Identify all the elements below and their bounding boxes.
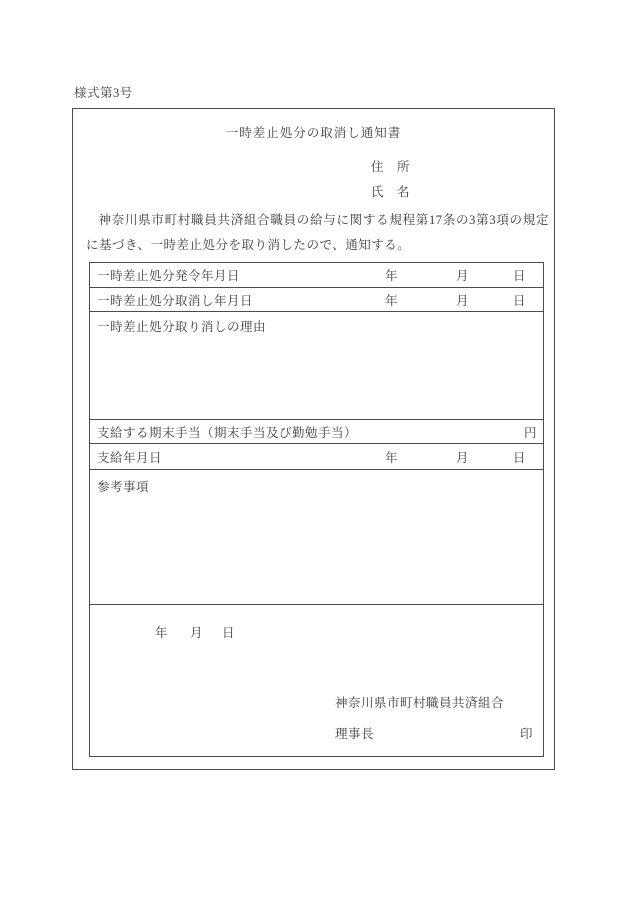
organization-name: 神奈川県市町村職員共済組合 (335, 696, 505, 710)
table-row-payment-date (90, 444, 543, 470)
signer-title: 理事長 (335, 727, 375, 741)
row-label: 支給する期末手当（期末手当及び勤勉手当） (97, 425, 358, 440)
document-frame (72, 108, 555, 770)
details-table (89, 262, 544, 757)
month-label: 月 (456, 450, 470, 465)
day-label: 日 (513, 293, 527, 308)
month-label: 月 (456, 293, 470, 308)
table-row-remarks (90, 470, 543, 605)
row-label: 支給年月日 (97, 450, 163, 465)
address-label: 住 所 (371, 160, 411, 174)
footer-day-label: 日 (222, 626, 236, 640)
yen-unit-label: 円 (523, 425, 537, 440)
year-label: 年 (385, 269, 399, 283)
table-row-cancel-reason (90, 312, 543, 420)
form-number-label: 様式第3号 (74, 86, 133, 100)
table-row-issue-date (90, 263, 543, 288)
notification-body-text: 神奈川県市町村職員共済組合職員の給与に関する規程第17条の3第3項の規定に基づき、一時差止処分を取り消したので、通知する。 (86, 213, 549, 252)
row-label: 一時差止処分取消し年月日 (97, 293, 254, 308)
name-label: 氏 名 (371, 185, 411, 199)
day-label: 日 (513, 269, 527, 283)
day-label: 日 (513, 450, 527, 465)
row-label: 参考事項 (97, 480, 150, 494)
seal-mark: 印 (520, 727, 534, 741)
table-row-signature (90, 605, 543, 756)
table-row-allowance (90, 420, 543, 444)
document-title: 一時差止処分の取消し通知書 (225, 126, 402, 140)
month-label: 月 (456, 269, 470, 283)
year-label: 年 (385, 450, 399, 465)
table-row-cancel-date (90, 288, 543, 312)
footer-year-label: 年 (155, 626, 169, 640)
row-label: 一時差止処分取り消しの理由 (97, 320, 267, 334)
row-label: 一時差止処分発令年月日 (97, 269, 241, 283)
footer-month-label: 月 (190, 626, 204, 640)
year-label: 年 (385, 293, 399, 308)
